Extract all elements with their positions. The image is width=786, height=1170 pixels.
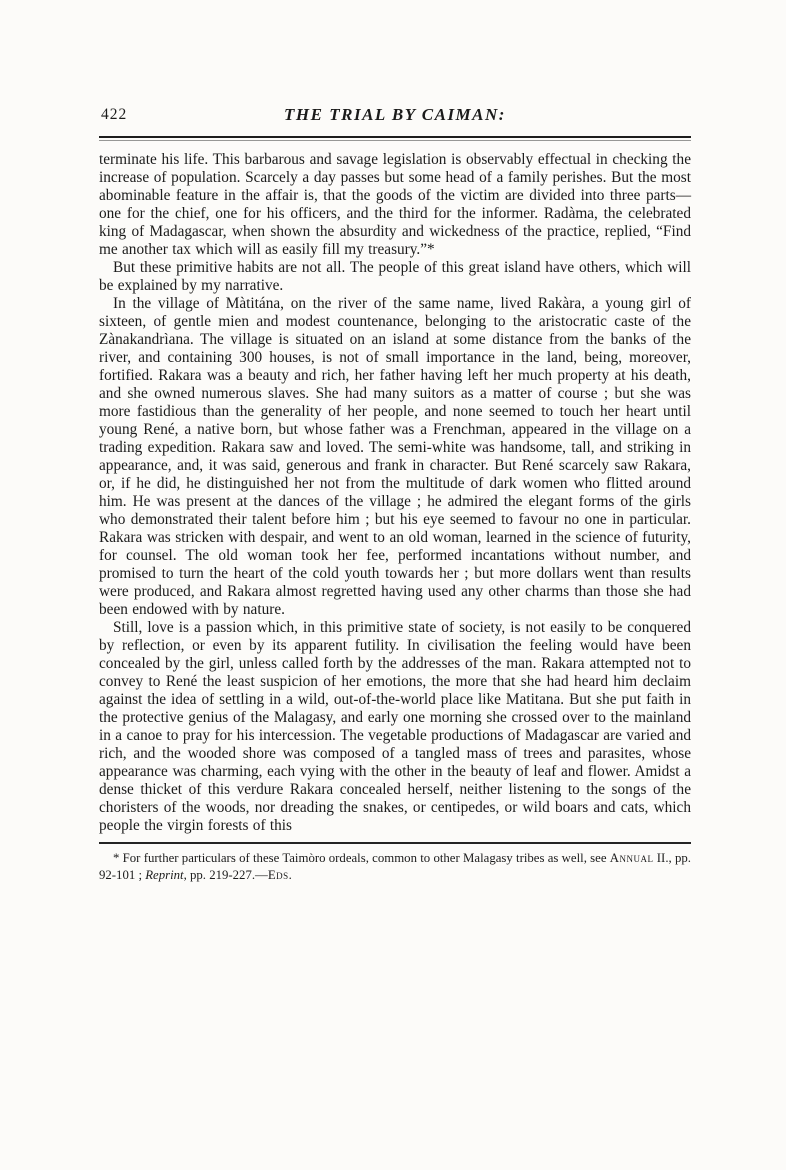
paragraph: But these primitive habits are not all. The people of this great island have others, which will be explained by my narrative.	[99, 259, 691, 294]
footnote-annual-ref: Annual	[609, 851, 654, 865]
running-head	[99, 103, 691, 127]
page-number: 422	[101, 106, 128, 123]
footnote-pages-reprint: , pp. 219-227.—	[183, 868, 268, 882]
footnote-pages-annual: II., pp. 92-101 ;	[99, 851, 691, 882]
footnote-rule	[99, 842, 691, 844]
page-content	[99, 103, 691, 884]
footnote-text-intro: * For further particulars of these Taimòro ordeals, common to other Malagasy tribes as well, see	[113, 851, 610, 865]
footnote	[99, 850, 691, 884]
paragraph: Still, love is a passion which, in this primitive state of society, is not easily to be conquered by reflection, or even by its apparent futility. In civilisation the feeling would have been concealed by the girl, unless called forth by the addresses of the man. Rakara attempted not to convey to René the least suspicion of her emotions, the more that she had heard him declaim against the idea of settling in a wild, out-of-the-world place like Matitana. But she put faith in the protective genius of the Malagasy, and early one morning she crossed over to the mainland in a canoe to pray for his intercession. The vegetable productions of Madagascar are varied and rich, and the wooded shore was composed of a tangled mass of trees and parasites, whose appearance was charming, each vying with the other in the beauty of leaf and flower. Amidst a dense thicket of this verdure Rakara concealed herself, neither listening to the songs of the choristers of the woods, nor dreading the snakes, or centipedes, or wild boars and cats, which people the virgin forests of this	[99, 619, 691, 834]
page-title: THE TRIAL BY CAIMAN:	[284, 105, 506, 124]
paragraph: terminate his life. This barbarous and savage legislation is observably effectual in checking the increase of population. Scarcely a day passes but some head of a family perishes. But the most abominable feature in the affair is, that the goods of the victim are divided into three parts—one for the chief, one for his officers, and the third for the informer. Radàma, the celebrated king of Madagascar, when shown the absurdity and wickedness of the practice, replied, “Find me another tax which will as easily fill my treasury.”*	[99, 151, 691, 258]
footnote-eds-signature: Eds.	[267, 868, 293, 882]
header-rule	[99, 136, 691, 141]
paragraph: In the village of Màtitána, on the river of the same name, lived Rakàra, a young girl of sixteen, of gentle mien and modest countenance, belonging to the aristocratic caste of the Zànakandrìana. The village is situated on an island at some distance from the banks of the river, and containing 300 houses, is not of small importance in the land, being, moreover, fortified. Rakara was a beauty and rich, her father having left her much property at his death, and she owned numerous slaves. She had many suitors as a matter of course ; but she was more fastidious than the generality of her people, and none seemed to touch her heart until young René, a native born, but whose father was a Frenchman, appeared in the village on a trading expedition. Rakara saw and loved. The semi-white was handsome, tall, and striking in appearance, and, it was said, generous and frank in character. But René scarcely saw Rakara, or, if he did, he distinguished her not from the multitude of dark women who flitted around him. He was present at the dances of the village ; he admired the elegant forms of the girls who demonstrated their talent before him ; but his eye seemed to favour no one in particular. Rakara was stricken with despair, and went to an old woman, learned in the science of futurity, for counsel. The old woman took her fee, performed incantations without number, and promised to turn the heart of the cold youth towards her ; but more dollars went than results were produced, and Rakara almost regretted having used any other charms than those she had been endowed with by nature.	[99, 295, 691, 618]
footnote-reprint-ref: Reprint	[145, 868, 184, 882]
body-text	[99, 151, 691, 835]
